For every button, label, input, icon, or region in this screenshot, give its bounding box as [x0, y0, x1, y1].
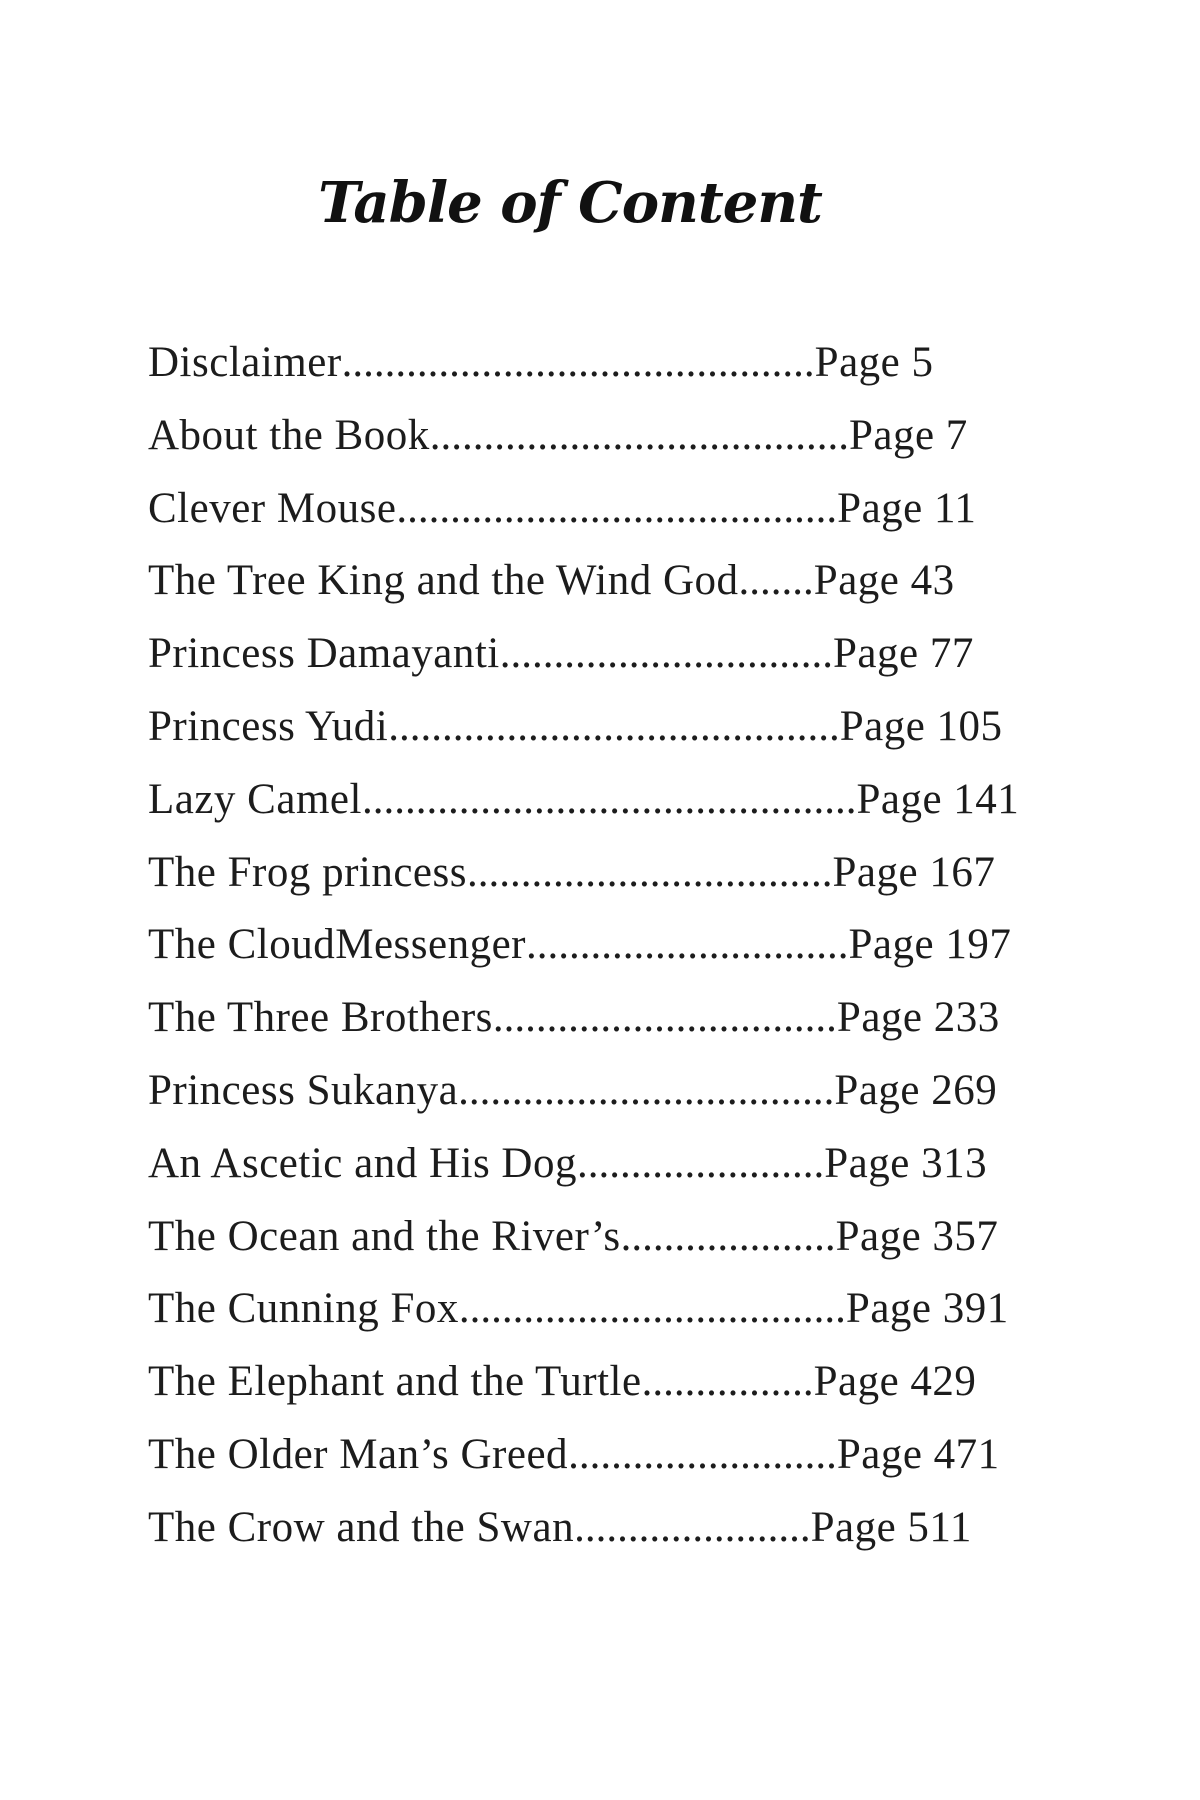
toc-entry-title: Princess Yudi: [148, 702, 389, 750]
toc-leader-dots: .........................: [568, 1430, 837, 1478]
toc-entry-page: Page 197: [848, 921, 1012, 969]
table-of-contents: [148, 327, 1048, 1565]
toc-entry-title: Lazy Camel: [148, 775, 362, 823]
toc-entry-page: Page 5: [814, 339, 934, 386]
toc-leader-dots: ..................................: [467, 848, 833, 896]
toc-entry-title: Princess Damayanti: [148, 630, 500, 678]
page-title: Table of Content: [318, 170, 822, 236]
toc-entry-page: Page 429: [813, 1358, 977, 1406]
toc-entry-page: Page 357: [835, 1212, 999, 1260]
toc-entry: [148, 1346, 1048, 1419]
toc-entry-title: The Three Brothers: [148, 994, 493, 1042]
toc-entry: [148, 618, 1048, 691]
toc-entry: [148, 1055, 1048, 1128]
toc-entry: [148, 473, 1048, 546]
toc-leader-dots: ................................: [492, 994, 837, 1042]
toc-entry-title: An Ascetic and His Dog: [148, 1139, 577, 1187]
toc-leader-dots: .........................................: [396, 484, 838, 532]
toc-leader-dots: ..............................: [526, 921, 849, 969]
toc-entry-title: About the Book: [148, 411, 430, 459]
toc-entry-title: The Frog princess: [148, 848, 467, 896]
toc-entry-page: Page 43: [813, 557, 955, 605]
toc-entry: [148, 1492, 1048, 1565]
toc-entry-title: The Older Man’s Greed: [148, 1430, 569, 1478]
toc-entry-page: Page 313: [824, 1139, 988, 1187]
toc-entry-title: The Cunning Fox: [148, 1285, 459, 1333]
toc-leader-dots: .......................: [577, 1139, 825, 1187]
toc-entry-title: Disclaimer: [148, 339, 342, 386]
toc-entry: [148, 1201, 1048, 1274]
toc-entry: [148, 400, 1048, 473]
toc-leader-dots: ....................................: [458, 1285, 846, 1333]
toc-entry-title: Princess Sukanya: [148, 1066, 459, 1114]
toc-entry-page: Page 269: [834, 1066, 998, 1114]
toc-leader-dots: ..............................................: [361, 775, 857, 823]
toc-entry-page: Page 7: [848, 411, 968, 459]
toc-entry-title: The CloudMessenger: [148, 921, 527, 969]
toc-leader-dots: ...............................: [499, 630, 833, 678]
toc-entry-page: Page 11: [837, 484, 977, 532]
toc-entry: [148, 764, 1048, 837]
toc-entry-title: Clever Mouse: [148, 484, 397, 532]
toc-entry-page: Page 233: [836, 994, 1000, 1042]
toc-entry: [148, 327, 1048, 400]
toc-entry: [148, 909, 1048, 982]
toc-entry-title: The Crow and the Swan: [148, 1503, 575, 1551]
toc-entry-page: Page 511: [810, 1503, 972, 1551]
toc-entry: [148, 1273, 1048, 1346]
toc-leader-dots: ....................: [620, 1212, 836, 1260]
toc-entry-page: Page 167: [832, 848, 996, 896]
toc-entry: [148, 545, 1048, 618]
toc-leader-dots: .......: [738, 557, 814, 605]
toc-entry-page: Page 471: [836, 1430, 1000, 1478]
toc-entry: [148, 837, 1048, 910]
toc-entry-title: The Tree King and the Wind God: [148, 557, 739, 605]
toc-leader-dots: ...................................: [458, 1066, 835, 1114]
toc-entry-title: The Ocean and the River’s: [148, 1212, 621, 1260]
toc-leader-dots: ............................................: [341, 339, 815, 386]
toc-entry: [148, 1419, 1048, 1492]
toc-entry-page: Page 105: [839, 702, 1003, 750]
toc-leader-dots: ................: [641, 1358, 814, 1406]
toc-entry-page: Page 77: [832, 630, 974, 678]
toc-entry-title: The Elephant and the Turtle: [148, 1358, 642, 1406]
toc-entry: [148, 982, 1048, 1055]
toc-leader-dots: ..........................................: [388, 702, 840, 750]
toc-entry: [148, 1128, 1048, 1201]
toc-entry-page: Page 391: [845, 1285, 1009, 1333]
toc-entry-page: Page 141: [856, 775, 1020, 823]
toc-entry: [148, 691, 1048, 764]
toc-leader-dots: ......................: [574, 1503, 811, 1551]
toc-leader-dots: .......................................: [429, 411, 849, 459]
